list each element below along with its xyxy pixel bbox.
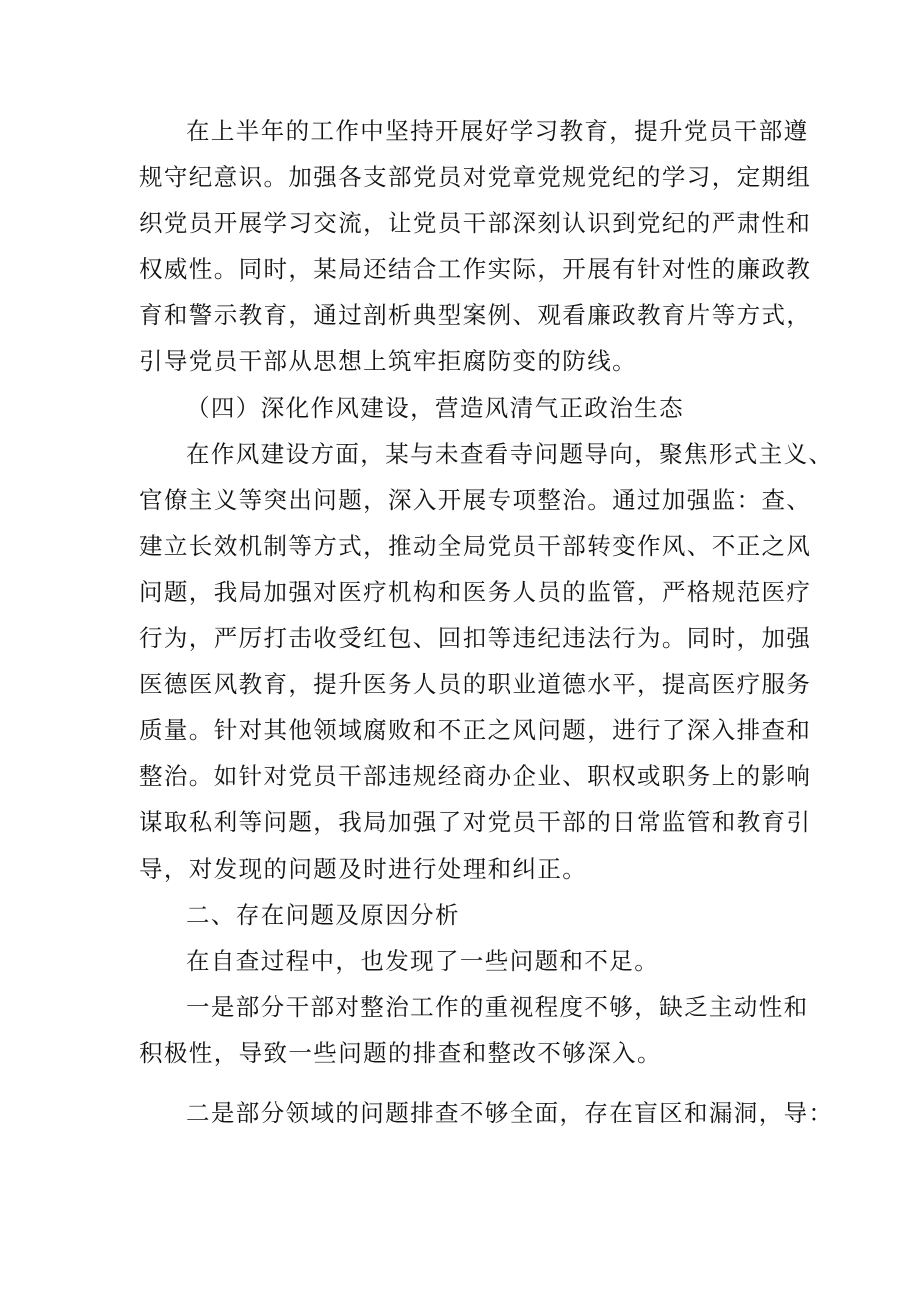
section-heading: （四）深化作风建设，营造风清气正政治生态 (186, 393, 684, 422)
body-line: 一是部分干部对整治工作的重视程度不够，缺乏主动性和 (186, 992, 809, 1021)
paragraph-gap (139, 1076, 799, 1090)
body-line: 在上半年的工作中坚持开展好学习教育，提升党员干部遵 (186, 117, 809, 145)
body-line: 规守纪意识。加强各支部党员对党章党规党纪的学习，定期组 (139, 163, 812, 192)
body-line: 质量。针对其他领域腐败和不正之风问题，进行了深入排查和 (139, 716, 812, 745)
document-body (139, 108, 834, 1136)
body-line: 导，对发现的问题及时进行处理和纠正。 (139, 854, 588, 883)
body-line: 问题，我局加强对医疗机构和医务人员的监管，严格规范医疗 (139, 577, 812, 606)
body-line: 医德医风教育，提升医务人员的职业道德水平，提高医疗服务 (139, 670, 812, 699)
body-line: 在作风建设方面，某与未查看寺问题导向，聚焦形式主义、 (186, 439, 834, 468)
body-line: 积极性，导致一些问题的排查和整改不够深入。 (139, 1038, 662, 1067)
body-line: 谋取私利等问题，我局加强了对党员干部的日常监管和教育引 (139, 808, 812, 837)
body-line: 建立长效机制等方式，推动全局党员干部转变作风、不正之风 (139, 531, 812, 560)
body-line: 在自查过程中，也发现了一些问题和不足。 (186, 946, 660, 975)
body-line: 官僚主义等突出问题，深入开展专项整治。通过加强监：查、 (139, 485, 812, 514)
body-line: 引导党员干部从思想上筑牢拒腐防变的防线。 (139, 347, 637, 376)
body-line: 整治。如针对党员干部违规经商办企业、职权或职务上的影响 (139, 762, 812, 791)
body-line: 织党员开展学习交流，让党员干部深刻认识到党纪的严肃性和 (139, 209, 812, 238)
body-line: 权威性。同时，某局还结合工作实际，开展有针对性的廉政教 (139, 255, 812, 284)
body-line: 二是部分领域的问题排查不够全面，存在盲区和漏洞，导： (186, 1098, 834, 1127)
section-heading: 二、存在问题及原因分析 (186, 900, 460, 929)
body-line: 育和警示教育，通过剖析典型案例、观看廉政教育片等方式， (139, 301, 812, 330)
body-line: 行为，严厉打击收受红包、回扣等违纪违法行为。同时，加强 (139, 624, 812, 653)
